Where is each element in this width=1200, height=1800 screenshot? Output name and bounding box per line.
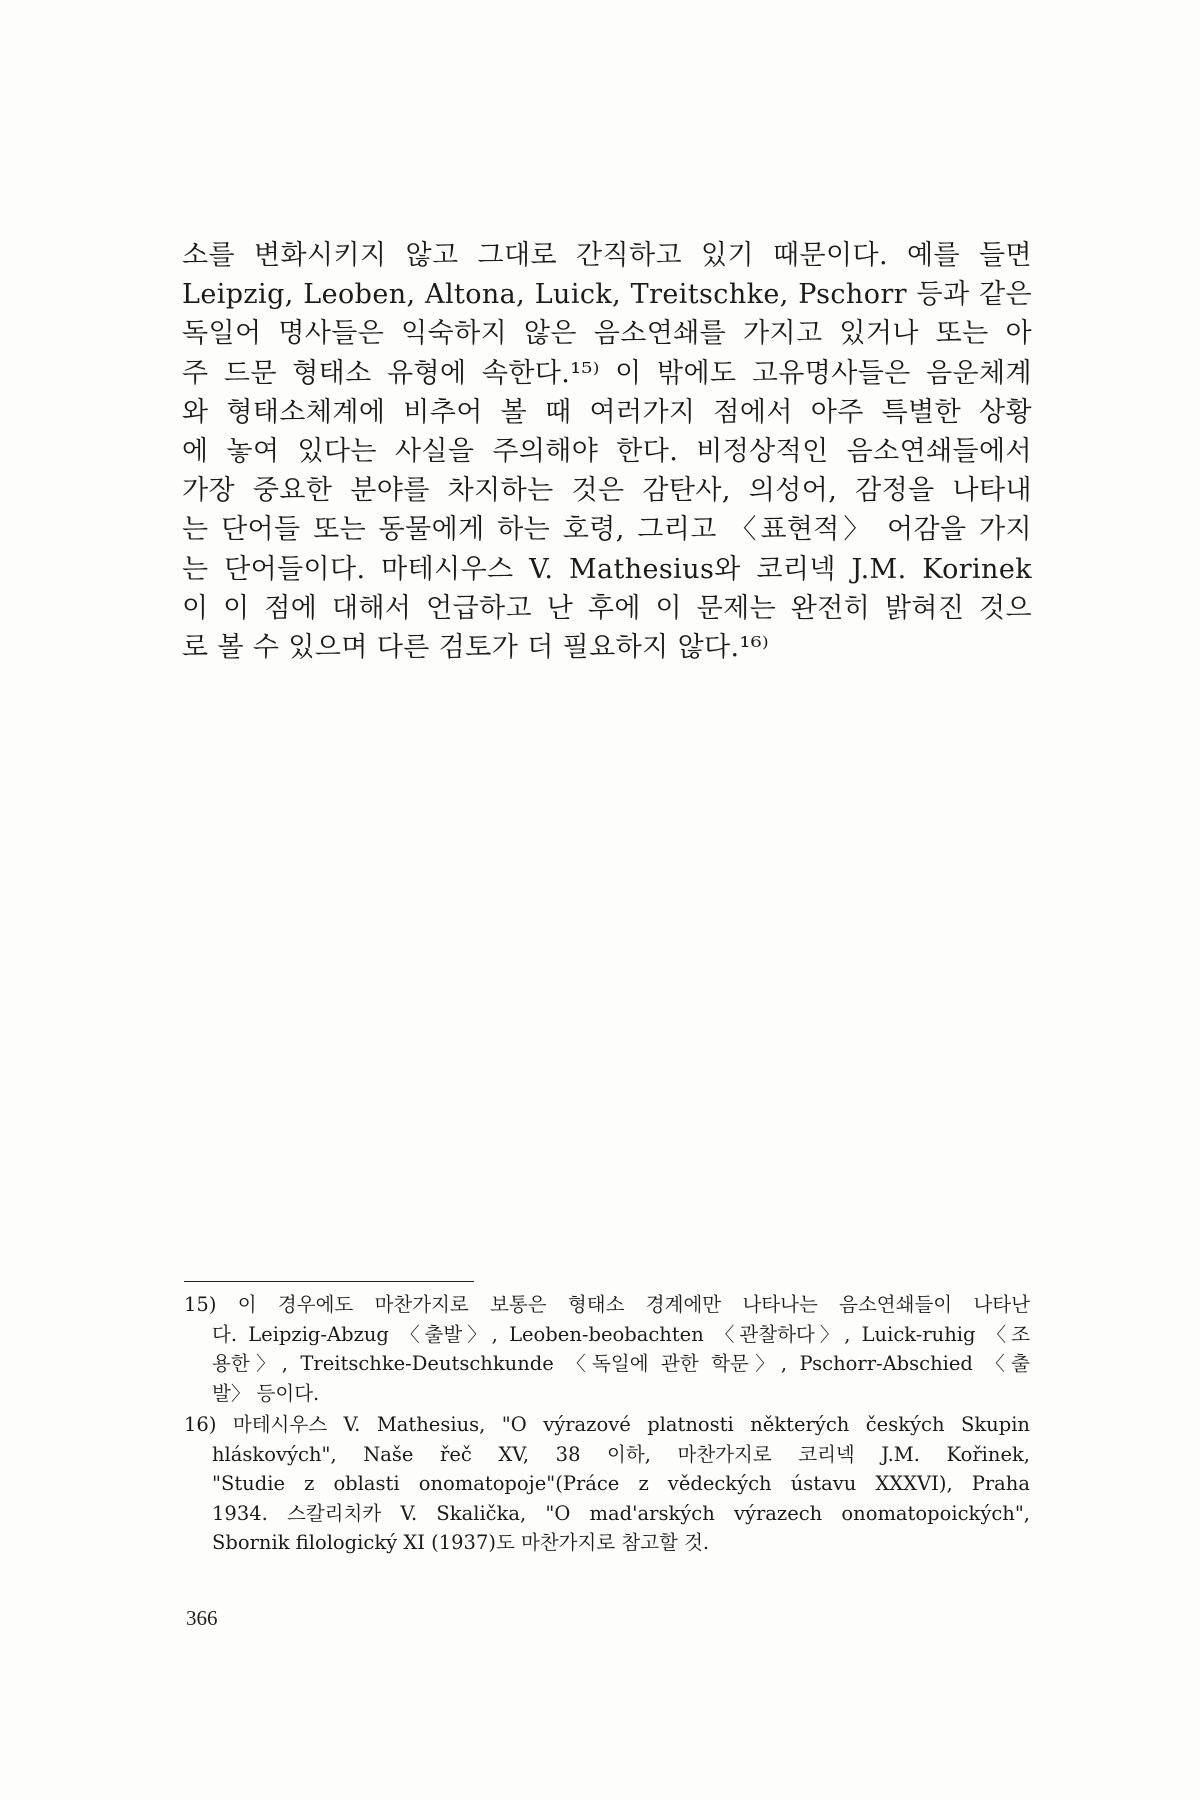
footnote-line: Sbornik filologický XI (1937)도 마찬가지로 참고할 것. — [212, 1531, 710, 1554]
body-line: 주 드문 형태소 유형에 속한다.¹⁵⁾ 이 밖에도 고유명사들은 음운체계 — [182, 357, 1032, 389]
body-line: 로 볼 수 있으며 다른 검토가 더 필요하지 않다.¹⁶⁾ — [182, 631, 769, 663]
body-line: 는 단어들이다. 마테시우스 V. Mathesius와 코리넥 J.M. Korinek — [182, 553, 1032, 585]
page-number: 366 — [186, 1606, 218, 1630]
footnote-line: 15) 이 경우에도 마찬가지로 보통은 형태소 경계에만 나타나는 음소연쇄들이 나타난 — [184, 1293, 1030, 1316]
footnote-line: 다. Leipzig-Abzug 〈출발〉, Leoben-beobachten 〈관찰하다〉, Luick-ruhig 〈조 — [212, 1322, 1030, 1346]
footnote-line: 16) 마테시우스 V. Mathesius, "O výrazové platnosti některých českých Skupin — [184, 1413, 1030, 1436]
footnote-line: "Studie z oblasti onomatopoje"(Práce z vědeckých ústavu XXXVI), Praha — [212, 1472, 1030, 1495]
body-line: 이 이 점에 대해서 언급하고 난 후에 이 문제는 완전히 밝혀진 것으 — [182, 592, 1032, 624]
body-line: 는 단어들 또는 동물에게 하는 호령, 그리고 〈표현적〉 어감을 가지 — [182, 514, 1032, 546]
body-line: 가장 중요한 분야를 차지하는 것은 감탄사, 의성어, 감정을 나타내 — [182, 475, 1032, 507]
footnote-line: 1934. 스칼리치카 V. Skalička, "O mad'arských výrazech onomatopoických", — [212, 1501, 1030, 1525]
footnote-line: 용한〉, Treitschke-Deutschkunde 〈독일에 관한 학문〉, Pschorr-Abschied 〈출 — [212, 1352, 1030, 1375]
footnote-line: 발〉 등이다. — [212, 1381, 320, 1405]
footnote-line: hláskových", Naše řeč XV, 38 이하, 마찬가지로 코리넥 J.M. Kořinek, — [212, 1442, 1030, 1466]
body-line: 독일어 명사들은 익숙하지 않은 음소연쇄를 가지고 있거나 또는 아 — [182, 318, 1032, 350]
body-paragraph — [182, 236, 1032, 667]
body-line: 와 형태소체계에 비추어 볼 때 여러가지 점에서 아주 특별한 상황 — [182, 396, 1032, 428]
footnotes — [184, 1290, 1030, 1558]
footnote-divider — [184, 1281, 474, 1282]
body-line: 소를 변화시키지 않고 그대로 간직하고 있기 때문이다. 예를 들면 — [182, 240, 1032, 271]
body-line: Leipzig, Leoben, Altona, Luick, Treitschke, Pschorr 등과 같은 — [182, 279, 1032, 311]
body-line: 에 놓여 있다는 사실을 주의해야 한다. 비정상적인 음소연쇄들에서 — [182, 435, 1032, 467]
